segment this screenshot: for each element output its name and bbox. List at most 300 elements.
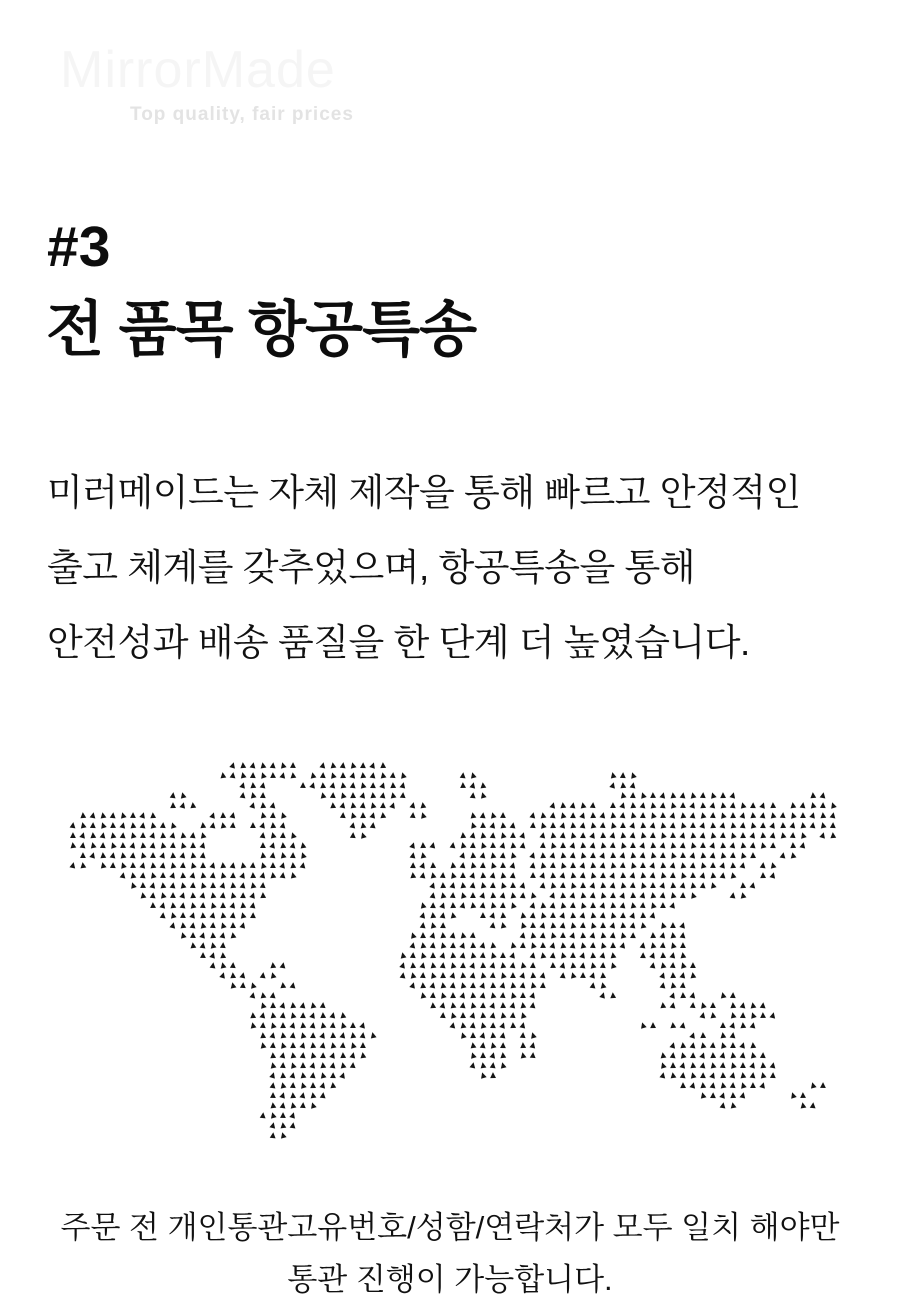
map-dot: ▲ <box>447 929 459 942</box>
map-dot: ▲ <box>496 838 510 853</box>
map-dot: ▲ <box>587 839 599 852</box>
map-dot: ▲ <box>506 898 520 913</box>
map-dot: ▲ <box>627 899 640 912</box>
map-dot: ▲ <box>556 808 570 823</box>
map-dot: ▲ <box>496 968 510 983</box>
map-dot: ▲ <box>766 858 780 873</box>
map-dot: ▲ <box>346 1038 360 1053</box>
map-dot: ▲ <box>357 799 369 812</box>
map-dot: ▲ <box>616 938 630 953</box>
map-dot: ▲ <box>337 809 349 822</box>
map-dot: ▲ <box>166 818 180 833</box>
map-dot: ▲ <box>486 869 499 882</box>
map-dot: ▲ <box>536 918 550 933</box>
map-dot: ▲ <box>287 759 299 772</box>
map-dot: ▲ <box>348 1020 358 1031</box>
map-dot: ▲ <box>527 819 539 832</box>
map-dot: ▲ <box>296 1078 310 1093</box>
map-dot: ▲ <box>537 899 549 912</box>
map-dot: ▲ <box>477 819 489 832</box>
map-dot: ▲ <box>157 859 169 872</box>
map-dot: ▲ <box>66 859 79 872</box>
map-dot: ▲ <box>727 859 739 872</box>
map-dot: ▲ <box>667 1019 679 1032</box>
map-dot: ▲ <box>567 819 579 832</box>
map-dot: ▲ <box>667 789 679 802</box>
map-dot: ▲ <box>587 939 599 952</box>
map-dot: ▲ <box>217 819 230 832</box>
map-dot: ▲ <box>196 928 210 943</box>
map-dot: ▲ <box>627 929 639 942</box>
map-dot: ▲ <box>307 1019 319 1032</box>
map-dot: ▲ <box>537 979 549 992</box>
map-dot: ▲ <box>476 849 489 862</box>
map-dot: ▲ <box>477 829 489 842</box>
map-dot: ▲ <box>456 888 470 903</box>
map-dot: ▲ <box>256 818 270 833</box>
map-dot: ▲ <box>817 1079 829 1092</box>
map-dot: ▲ <box>827 829 839 842</box>
map-dot: ▲ <box>266 799 279 812</box>
map-dot: ▲ <box>627 879 639 892</box>
map-dot: ▲ <box>157 839 170 852</box>
map-dot: ▲ <box>797 819 809 832</box>
map-dot: ▲ <box>317 1009 329 1022</box>
map-dot: ▲ <box>556 958 570 973</box>
map-dot: ▲ <box>226 888 240 903</box>
map-dot: ▲ <box>597 909 609 922</box>
map-dot: ▲ <box>247 879 260 892</box>
map-dot: ▲ <box>137 879 149 892</box>
map-dot: ▲ <box>486 908 500 923</box>
map-dot: ▲ <box>686 1068 700 1083</box>
map-dot: ▲ <box>747 1069 759 1082</box>
map-dot: ▲ <box>567 949 579 962</box>
map-dot: ▲ <box>417 869 429 882</box>
map-dot: ▲ <box>176 798 190 813</box>
map-dot: ▲ <box>667 829 679 842</box>
map-dot: ▲ <box>347 779 359 792</box>
map-dot: ▲ <box>557 889 569 902</box>
map-dot: ▲ <box>177 829 189 842</box>
map-dot: ▲ <box>717 869 729 882</box>
map-dot: ▲ <box>507 939 520 952</box>
map-dot: ▲ <box>468 890 478 901</box>
map-dot: ▲ <box>477 1049 489 1062</box>
map-dot: ▲ <box>737 839 749 852</box>
map-dot: ▲ <box>527 919 539 932</box>
map-dot: ▲ <box>727 1049 739 1062</box>
map-dot: ▲ <box>357 819 369 832</box>
map-dot: ▲ <box>706 799 719 812</box>
map-dot: ▲ <box>547 919 559 932</box>
map-dot: ▲ <box>797 1099 809 1112</box>
map-dot: ▲ <box>666 898 680 913</box>
map-dot: ▲ <box>347 1059 359 1072</box>
map-dot: ▲ <box>227 959 239 972</box>
map-dot: ▲ <box>717 1069 729 1082</box>
map-dot: ▲ <box>206 909 219 922</box>
map-dot: ▲ <box>646 858 660 873</box>
map-dot: ▲ <box>707 849 719 862</box>
map-dot: ▲ <box>636 878 650 893</box>
map-dot: ▲ <box>516 1008 530 1023</box>
map-dot: ▲ <box>597 879 609 892</box>
map-dot: ▲ <box>367 769 379 782</box>
map-dot: ▲ <box>626 869 639 882</box>
map-dot: ▲ <box>826 809 839 822</box>
map-dot: ▲ <box>227 769 239 782</box>
footer-line: 주문 전 개인통관고유번호/성함/연락처가 모두 일치 해야만 <box>60 1210 840 1245</box>
map-dot: ▲ <box>676 918 690 933</box>
map-dot: ▲ <box>636 1018 650 1033</box>
map-dot: ▲ <box>427 909 439 922</box>
map-dot: ▲ <box>467 989 479 1002</box>
map-dot: ▲ <box>736 999 749 1012</box>
map-dot: ▲ <box>387 779 399 792</box>
map-dot: ▲ <box>197 919 210 932</box>
map-dot: ▲ <box>196 838 210 853</box>
map-dot: ▲ <box>136 848 150 863</box>
map-dot: ▲ <box>567 869 579 882</box>
map-dot: ▲ <box>437 919 449 932</box>
map-dot: ▲ <box>127 859 139 872</box>
map-dot: ▲ <box>427 949 439 962</box>
map-dot: ▲ <box>196 889 209 902</box>
map-dot: ▲ <box>717 1079 730 1092</box>
map-dot: ▲ <box>276 1049 289 1062</box>
map-dot: ▲ <box>537 849 549 862</box>
map-dot: ▲ <box>207 879 219 892</box>
map-dot: ▲ <box>497 899 509 912</box>
map-dot: ▲ <box>497 1029 509 1042</box>
map-dot: ▲ <box>187 919 199 932</box>
map-dot: ▲ <box>466 768 480 783</box>
map-dot: ▲ <box>616 798 630 813</box>
map-dot: ▲ <box>687 789 700 802</box>
map-dot: ▲ <box>486 1038 500 1053</box>
map-dot: ▲ <box>516 828 530 843</box>
map-dot: ▲ <box>437 879 449 892</box>
map-dot: ▲ <box>696 858 710 873</box>
map-dot: ▲ <box>727 799 739 812</box>
map-dot: ▲ <box>727 1099 740 1112</box>
map-dot: ▲ <box>786 808 800 823</box>
map-dot: ▲ <box>367 819 379 832</box>
map-dot: ▲ <box>518 990 528 1001</box>
map-dot: ▲ <box>307 999 320 1012</box>
map-dot: ▲ <box>667 1059 679 1072</box>
map-dot: ▲ <box>577 889 589 902</box>
map-dot: ▲ <box>596 888 610 903</box>
map-dot: ▲ <box>597 929 609 942</box>
map-dot: ▲ <box>707 1089 719 1102</box>
map-dot: ▲ <box>656 828 670 843</box>
map-dot: ▲ <box>506 999 519 1012</box>
map-dot: ▲ <box>337 1039 349 1052</box>
map-dot: ▲ <box>736 1089 749 1102</box>
map-dot: ▲ <box>606 958 620 973</box>
map-dot: ▲ <box>498 950 508 961</box>
map-dot: ▲ <box>466 998 480 1013</box>
map-dot: ▲ <box>757 829 769 842</box>
map-dot: ▲ <box>137 889 149 902</box>
map-dot: ▲ <box>236 868 250 883</box>
map-dot: ▲ <box>477 1039 489 1052</box>
map-dot: ▲ <box>646 819 659 832</box>
map-dot: ▲ <box>287 1119 299 1132</box>
map-dot: ▲ <box>717 849 730 862</box>
map-dot: ▲ <box>466 778 480 793</box>
map-dot: ▲ <box>607 769 620 782</box>
map-dot: ▲ <box>167 799 179 812</box>
map-dot: ▲ <box>607 849 619 862</box>
map-dot: ▲ <box>407 849 419 862</box>
map-dot: ▲ <box>676 879 689 892</box>
map-dot: ▲ <box>97 839 109 852</box>
map-dot: ▲ <box>117 829 129 842</box>
map-dot: ▲ <box>696 998 710 1013</box>
map-dot: ▲ <box>497 909 509 922</box>
map-dot: ▲ <box>707 819 719 832</box>
map-dot: ▲ <box>86 848 100 863</box>
map-dot: ▲ <box>268 860 278 871</box>
map-dot: ▲ <box>567 799 579 812</box>
map-dot: ▲ <box>166 868 180 883</box>
map-dot: ▲ <box>676 958 690 973</box>
map-dot: ▲ <box>697 809 710 822</box>
map-dot: ▲ <box>277 1009 289 1022</box>
map-dot: ▲ <box>728 1040 738 1051</box>
map-dot: ▲ <box>487 979 499 992</box>
map-dot: ▲ <box>267 1099 279 1112</box>
map-dot: ▲ <box>667 869 679 882</box>
map-dot: ▲ <box>116 818 130 833</box>
map-dot: ▲ <box>707 869 719 882</box>
map-dot: ▲ <box>436 999 449 1012</box>
map-dot: ▲ <box>646 948 660 963</box>
map-dot: ▲ <box>517 1049 530 1062</box>
map-dot: ▲ <box>596 938 610 953</box>
map-dot: ▲ <box>377 809 389 822</box>
map-dot: ▲ <box>677 859 689 872</box>
map-dot: ▲ <box>197 949 209 962</box>
map-dot: ▲ <box>757 819 769 832</box>
map-dot: ▲ <box>326 1048 340 1063</box>
map-dot: ▲ <box>406 928 420 943</box>
map-dot: ▲ <box>638 860 648 871</box>
map-dot: ▲ <box>676 868 690 883</box>
map-dot: ▲ <box>757 999 769 1012</box>
map-dot: ▲ <box>276 858 290 873</box>
map-dot: ▲ <box>107 809 119 822</box>
map-dot: ▲ <box>497 869 509 882</box>
map-dot: ▲ <box>67 839 79 852</box>
map-dot: ▲ <box>286 1069 299 1082</box>
map-dot: ▲ <box>467 879 479 892</box>
map-dot: ▲ <box>686 798 700 813</box>
map-dot: ▲ <box>316 1078 330 1093</box>
map-dot: ▲ <box>367 789 379 802</box>
map-dot: ▲ <box>688 960 698 971</box>
map-dot: ▲ <box>217 809 229 822</box>
map-dot: ▲ <box>486 818 500 833</box>
map-dot: ▲ <box>357 1029 369 1042</box>
map-dot: ▲ <box>637 869 649 882</box>
map-dot: ▲ <box>656 878 670 893</box>
map-dot: ▲ <box>757 1049 769 1062</box>
map-dot: ▲ <box>537 949 549 962</box>
map-dot: ▲ <box>627 829 639 842</box>
map-dot: ▲ <box>757 869 769 882</box>
map-dot: ▲ <box>416 858 430 873</box>
section-number: #3 <box>47 215 111 279</box>
map-dot: ▲ <box>796 828 810 843</box>
map-dot: ▲ <box>676 828 690 843</box>
map-dot: ▲ <box>316 1068 330 1083</box>
map-dot: ▲ <box>217 899 229 912</box>
map-dot: ▲ <box>627 799 639 812</box>
map-dot: ▲ <box>186 858 200 873</box>
map-dot: ▲ <box>476 1068 490 1083</box>
map-dot: ▲ <box>317 779 329 792</box>
map-dot: ▲ <box>536 829 549 842</box>
map-dot: ▲ <box>426 839 439 852</box>
map-dot: ▲ <box>607 839 619 852</box>
map-dot: ▲ <box>516 929 529 942</box>
map-dot: ▲ <box>626 768 640 783</box>
map-dot: ▲ <box>307 769 320 782</box>
map-dot: ▲ <box>577 819 589 832</box>
map-dot: ▲ <box>736 859 749 872</box>
map-dot: ▲ <box>756 838 770 853</box>
map-dot: ▲ <box>677 929 689 942</box>
map-dot: ▲ <box>487 919 499 932</box>
map-dot: ▲ <box>666 848 680 863</box>
map-dot: ▲ <box>187 799 199 812</box>
map-dot: ▲ <box>437 869 449 882</box>
map-dot: ▲ <box>117 839 129 852</box>
body-paragraph <box>47 455 801 680</box>
map-dot: ▲ <box>527 969 539 982</box>
map-dot: ▲ <box>547 819 559 832</box>
map-dot: ▲ <box>747 809 759 822</box>
map-dot: ▲ <box>287 1079 299 1092</box>
map-dot: ▲ <box>527 979 540 992</box>
map-dot: ▲ <box>456 848 470 863</box>
map-dot: ▲ <box>577 829 589 842</box>
map-dot: ▲ <box>476 838 490 853</box>
map-dot: ▲ <box>666 859 679 872</box>
map-dot: ▲ <box>526 809 539 822</box>
map-dot: ▲ <box>267 959 279 972</box>
map-dot: ▲ <box>587 899 599 912</box>
map-dot: ▲ <box>417 919 429 932</box>
map-dot: ▲ <box>197 819 209 832</box>
map-dot: ▲ <box>816 828 830 843</box>
map-dot: ▲ <box>737 1009 749 1022</box>
map-dot: ▲ <box>277 839 289 852</box>
map-dot: ▲ <box>646 808 660 823</box>
map-dot: ▲ <box>727 989 739 1002</box>
map-dot: ▲ <box>107 859 119 872</box>
map-dot: ▲ <box>477 989 489 1002</box>
map-dot: ▲ <box>496 979 509 992</box>
map-dot: ▲ <box>706 878 720 893</box>
map-dot: ▲ <box>247 789 260 802</box>
map-dot: ▲ <box>137 819 149 832</box>
map-dot: ▲ <box>547 809 559 822</box>
map-dot: ▲ <box>457 879 469 892</box>
map-dot: ▲ <box>648 880 658 891</box>
map-dot: ▲ <box>717 1059 729 1072</box>
map-dot: ▲ <box>267 1009 279 1022</box>
map-dot: ▲ <box>727 889 739 902</box>
map-dot: ▲ <box>317 999 329 1012</box>
map-dot: ▲ <box>656 839 669 852</box>
map-dot: ▲ <box>386 798 400 813</box>
map-dot: ▲ <box>697 1079 709 1092</box>
map-dot: ▲ <box>307 1039 319 1052</box>
map-dot: ▲ <box>207 819 219 832</box>
map-dot: ▲ <box>417 839 429 852</box>
map-dot: ▲ <box>476 788 490 803</box>
map-dot: ▲ <box>426 928 440 943</box>
map-dot: ▲ <box>557 919 569 932</box>
map-dot: ▲ <box>566 838 580 853</box>
map-dot: ▲ <box>747 999 759 1012</box>
map-dot: ▲ <box>656 788 670 803</box>
map-dot: ▲ <box>577 869 589 882</box>
map-dot: ▲ <box>517 959 530 972</box>
map-dot: ▲ <box>276 819 289 832</box>
map-dot: ▲ <box>637 909 649 922</box>
map-dot: ▲ <box>607 889 619 902</box>
map-dot: ▲ <box>717 1099 729 1112</box>
map-dot: ▲ <box>246 978 260 993</box>
map-dot: ▲ <box>317 1059 329 1072</box>
map-dot: ▲ <box>377 789 389 802</box>
map-dot: ▲ <box>667 959 679 972</box>
map-dot: ▲ <box>96 818 110 833</box>
map-dot: ▲ <box>546 849 559 862</box>
map-dot: ▲ <box>667 929 679 942</box>
map-dot: ▲ <box>637 899 649 912</box>
map-dot: ▲ <box>536 868 550 883</box>
map-dot: ▲ <box>547 959 559 972</box>
map-dot: ▲ <box>307 1069 319 1082</box>
map-dot: ▲ <box>696 868 710 883</box>
map-dot: ▲ <box>466 1008 480 1023</box>
map-dot: ▲ <box>527 909 539 922</box>
map-dot: ▲ <box>177 859 189 872</box>
map-dot: ▲ <box>647 959 659 972</box>
map-dot: ▲ <box>116 858 130 873</box>
map-dot: ▲ <box>437 1009 449 1022</box>
map-dot: ▲ <box>697 789 709 802</box>
map-dot: ▲ <box>497 959 509 972</box>
map-dot: ▲ <box>297 1059 309 1072</box>
map-dot: ▲ <box>526 938 540 953</box>
map-dot: ▲ <box>206 808 220 823</box>
map-dot: ▲ <box>407 809 419 822</box>
map-dot: ▲ <box>346 768 360 783</box>
map-dot: ▲ <box>426 968 440 983</box>
map-dot: ▲ <box>397 789 409 802</box>
map-dot: ▲ <box>227 919 239 932</box>
map-dot: ▲ <box>377 769 390 782</box>
map-dot: ▲ <box>337 1059 350 1072</box>
